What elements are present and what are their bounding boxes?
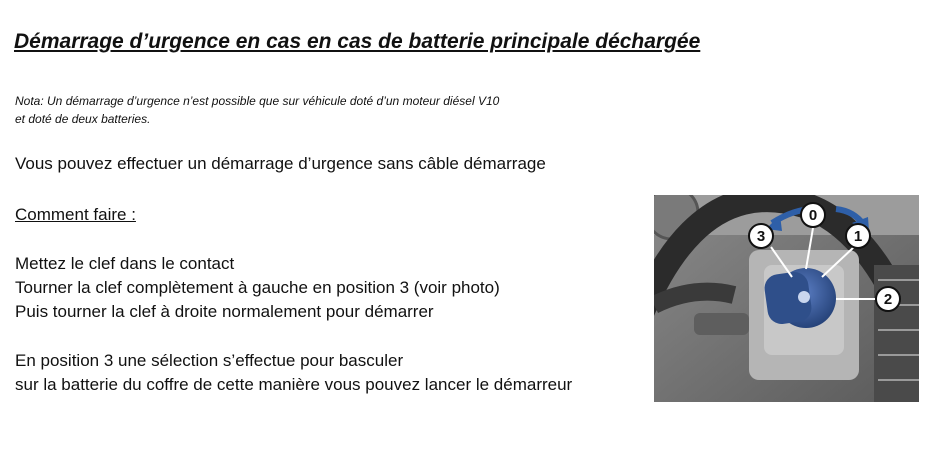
note-line-2: et doté de deux batteries. [15,112,151,126]
explanation-block [15,349,572,397]
position-0-label: 0 [808,207,818,224]
intro-text: Vous pouvez effectuer un démarrage d’urgence sans câble démarrage [15,154,546,173]
position-3-label: 3 [756,228,766,245]
position-2-label: 2 [883,291,893,308]
position-1-label: 1 [853,228,863,245]
ignition-photo [654,195,919,402]
steps-list [15,252,500,324]
note-line-1: Nota: Un démarrage d’urgence n’est possible que sur véhicule doté d’un moteur diésel V10 [15,94,500,108]
howto-heading: Comment faire : [15,205,136,224]
explanation-line-2: sur la batterie du coffre de cette manière vous pouvez lancer le démarreur [15,375,573,394]
step-2: Tourner la clef complètement à gauche en position 3 (voir photo) [15,278,500,297]
note-block [15,92,499,128]
step-3: Puis tourner la clef à droite normalement pour démarrer [15,302,434,321]
explanation-line-1: En position 3 une sélection s’effectue pour basculer [15,351,404,370]
step-1: Mettez le clef dans le contact [15,254,235,273]
page-title: Démarrage d’urgence en cas en cas de batterie principale déchargée [14,30,701,53]
